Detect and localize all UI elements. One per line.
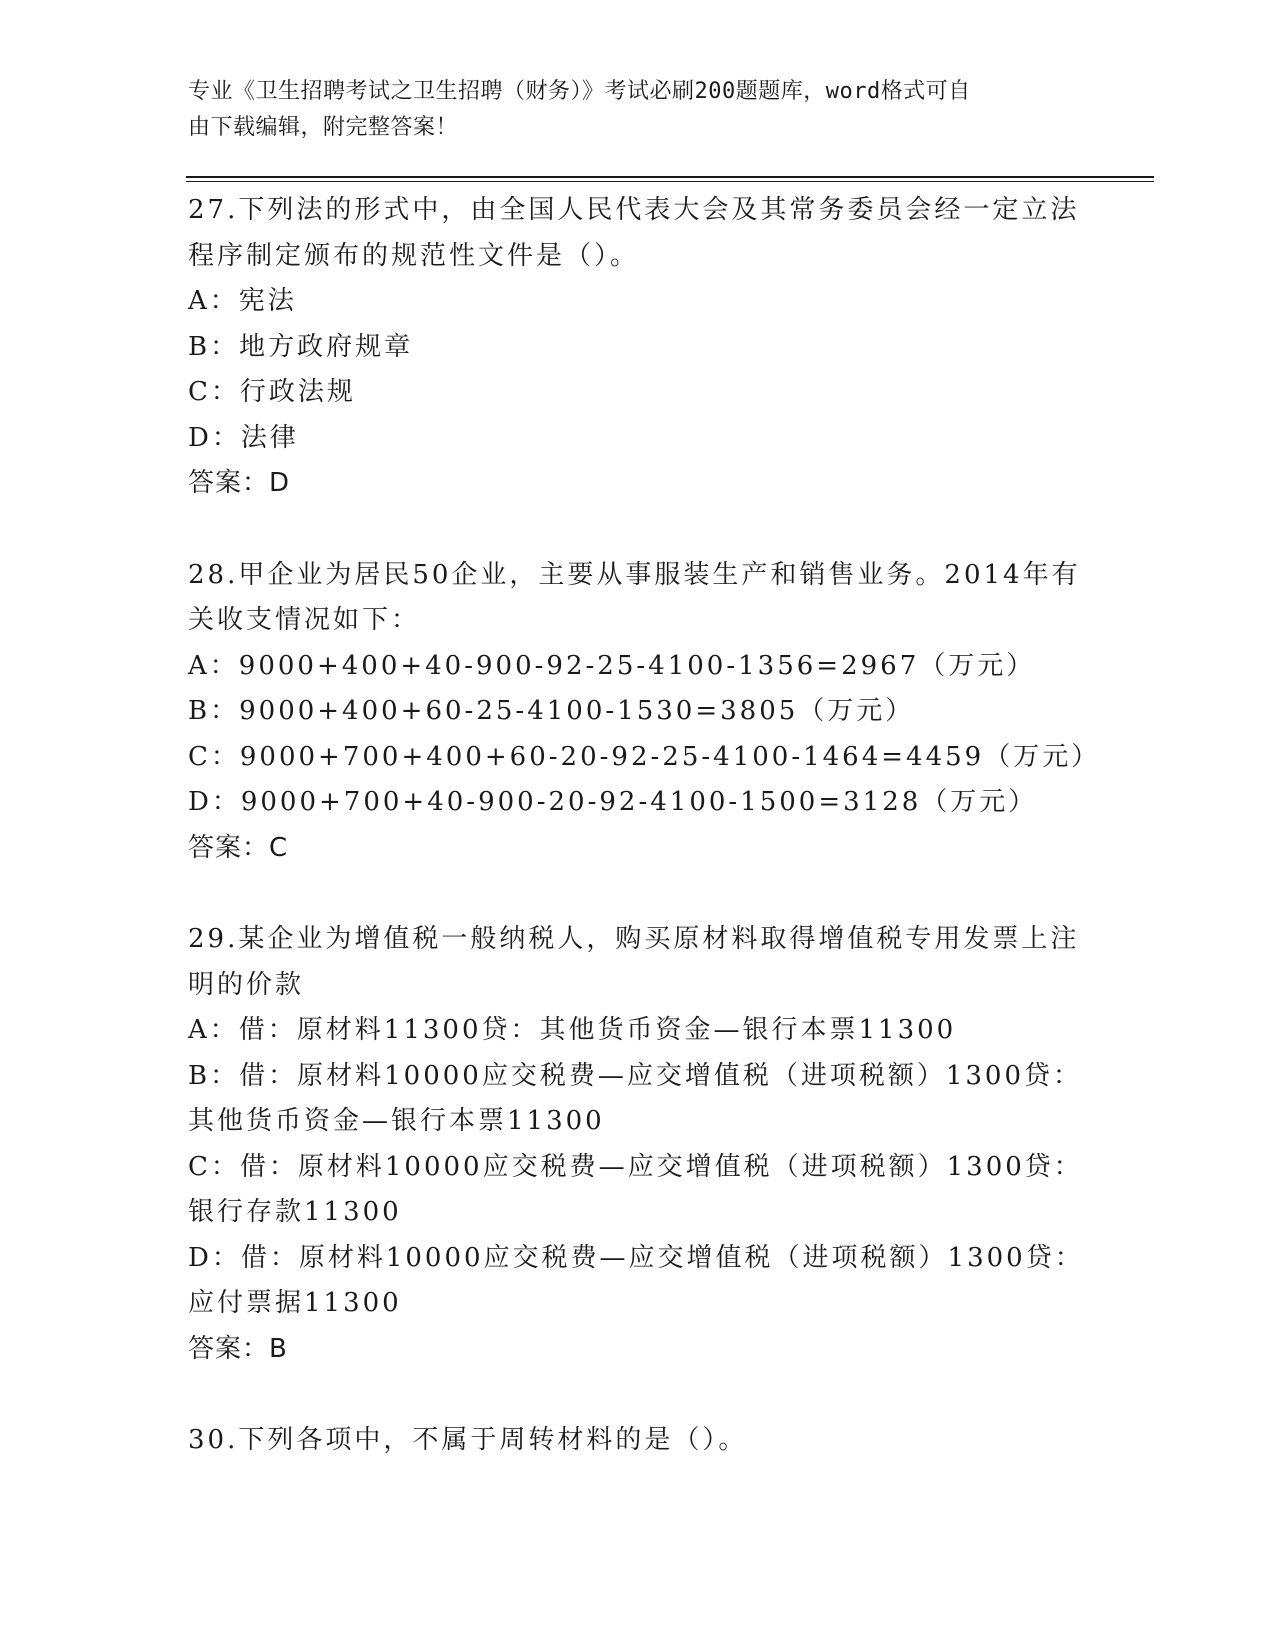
question-27 bbox=[188, 188, 1088, 507]
question-list bbox=[188, 188, 1101, 1510]
option-b: B：9000+400+60-25-4100-1530=3805（万元） bbox=[188, 696, 915, 726]
option-c: C：9000+700+400+60-20-92-25-4100-1464=4459（万元） bbox=[188, 741, 1101, 772]
answer: 答案：B bbox=[188, 1333, 288, 1364]
option-a: A：借：原材料11300贷：其他货币资金—银行本票11300 bbox=[188, 1015, 957, 1045]
document-header bbox=[188, 74, 1068, 146]
header-line-2: 由下载编辑，附完整答案！ bbox=[188, 115, 459, 140]
option-c: C：借：原材料10000应交税费—应交增值税（进项税额）1300贷：银行存款11300 bbox=[188, 1151, 1083, 1227]
option-b: B：借：原材料10000应交税费—应交增值税（进项税额）1300贷：其他货币资金—银行本票11300 bbox=[188, 1060, 1082, 1136]
option-a: A：9000+400+40-900-92-25-4100-1356=2967（万元） bbox=[188, 650, 1036, 681]
option-d: D：法律 bbox=[188, 422, 299, 453]
question-stem: 29.某企业为增值税一般纳税人，购买原材料取得增值税专用发票上注明的价款 bbox=[188, 924, 1080, 1000]
option-c: C：行政法规 bbox=[188, 377, 356, 407]
question-stem: 27.下列法的形式中，由全国人民代表大会及其常务委员会经一定立法程序制定颁布的规范性文件是（）。 bbox=[188, 195, 1080, 271]
header-divider-thick bbox=[186, 176, 1154, 178]
option-d: D：9000+700+40-900-20-92-4100-1500=3128（万元） bbox=[188, 787, 1038, 817]
option-b: B：地方政府规章 bbox=[188, 331, 414, 362]
question-28 bbox=[188, 553, 1101, 872]
header-line-1: 专业《卫生招聘考试之卫生招聘（财务）》考试必刷200题题库，word格式可自 bbox=[188, 79, 971, 104]
question-stem: 30.下列各项中，不属于周转材料的是（）。 bbox=[188, 1425, 748, 1455]
question-30 bbox=[188, 1418, 1088, 1464]
answer: 答案：D bbox=[188, 468, 291, 498]
question-29 bbox=[188, 917, 1088, 1372]
answer: 答案：C bbox=[188, 832, 289, 863]
option-a: A：宪法 bbox=[188, 286, 297, 316]
option-d: D：借：原材料10000应交税费—应交增值税（进项税额）1300贷：应付票据11300 bbox=[188, 1242, 1084, 1318]
header-divider-thin bbox=[186, 181, 1154, 182]
question-stem: 28.甲企业为居民50企业，主要从事服装生产和销售业务。2014年有关收支情况如下： bbox=[188, 559, 1081, 635]
